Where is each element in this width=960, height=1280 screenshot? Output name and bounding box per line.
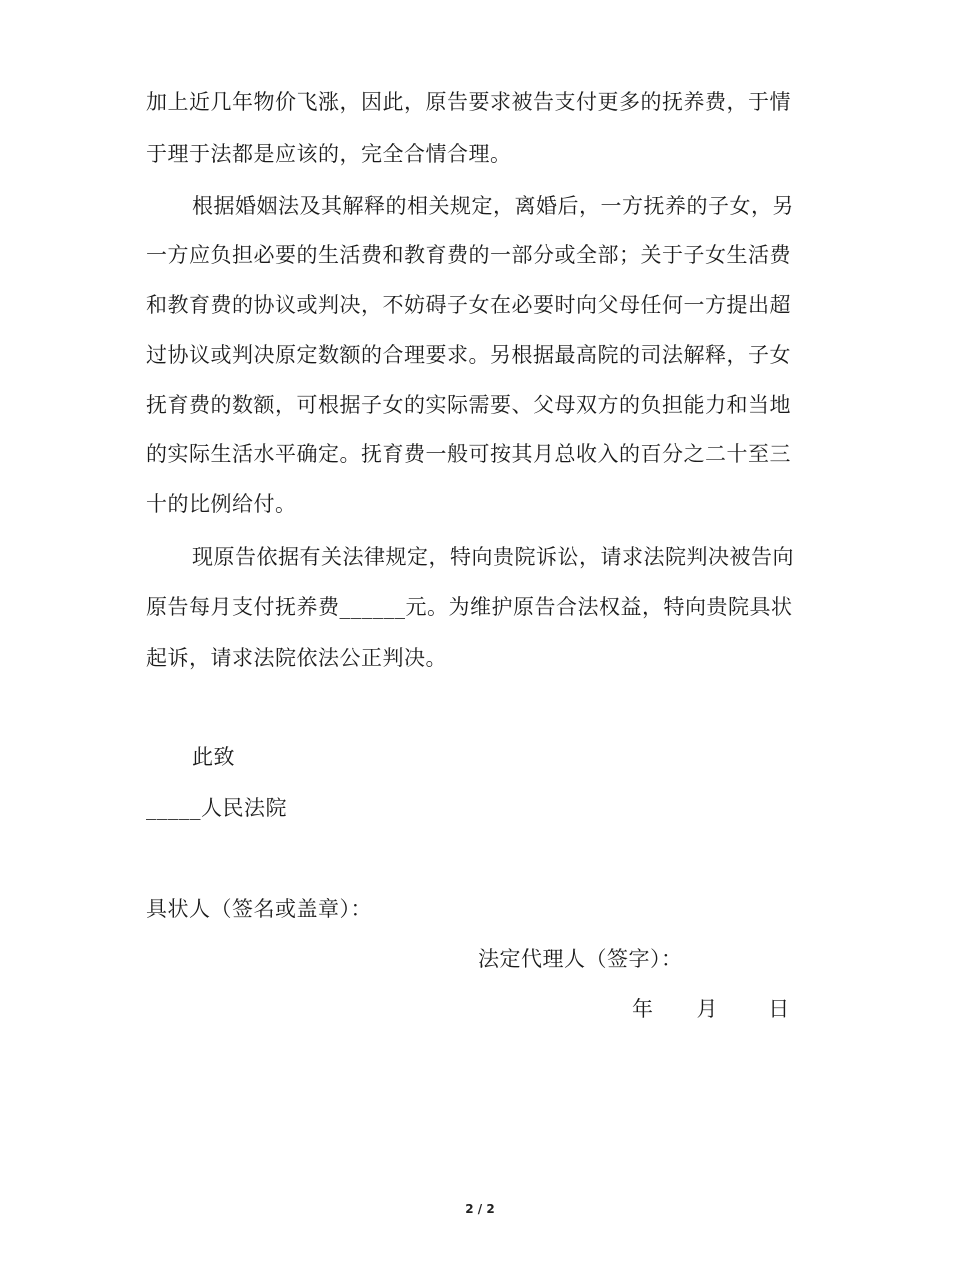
paragraph-2-line-5: 抚育费的数额，可根据子女的实际需要、父母双方的负担能力和当地 [146,393,791,417]
paragraph-3-line-2: 原告每月支付抚养费______元。为维护原告合法权益，特向贵院具状 [146,595,793,619]
signature-date: 年 月 日 [632,997,790,1021]
court-name: _____人民法院 [146,796,287,820]
agent-signature-line: 法定代理人（签字）： [478,947,683,971]
paragraph-3-line-1: 现原告依据有关法律规定，特向贵院诉讼，请求法院判决被告向 [192,545,794,569]
paragraph-2-line-4: 过协议或判决原定数额的合理要求。另根据最高院的司法解释，子女 [146,343,791,367]
petitioner-signature-line: 具状人（签名或盖章）： [146,897,372,921]
page-number: 2 / 2 [465,1202,495,1216]
paragraph-3-line-3: 起诉，请求法院依法公正判决。 [146,646,447,670]
paragraph-2-line-2: 一方应负担必要的生活费和教育费的一部分或全部；关于子女生活费 [146,243,791,267]
paragraph-2-line-6: 的实际生活水平确定。抚育费一般可按其月总收入的百分之二十至三 [146,442,791,466]
paragraph-1-line-1: 加上近几年物价飞涨，因此，原告要求被告支付更多的抚养费，于情 [146,90,791,114]
paragraph-2-line-3: 和教育费的协议或判决，不妨碍子女在必要时向父母任何一方提出超 [146,293,791,317]
closing-salutation: 此致 [192,745,235,769]
paragraph-1-line-2: 于理于法都是应该的，完全合情合理。 [146,142,512,166]
paragraph-2-line-7: 十的比例给付。 [146,492,297,516]
paragraph-2-line-1: 根据婚姻法及其解释的相关规定，离婚后，一方抚养的子女，另 [192,194,794,218]
